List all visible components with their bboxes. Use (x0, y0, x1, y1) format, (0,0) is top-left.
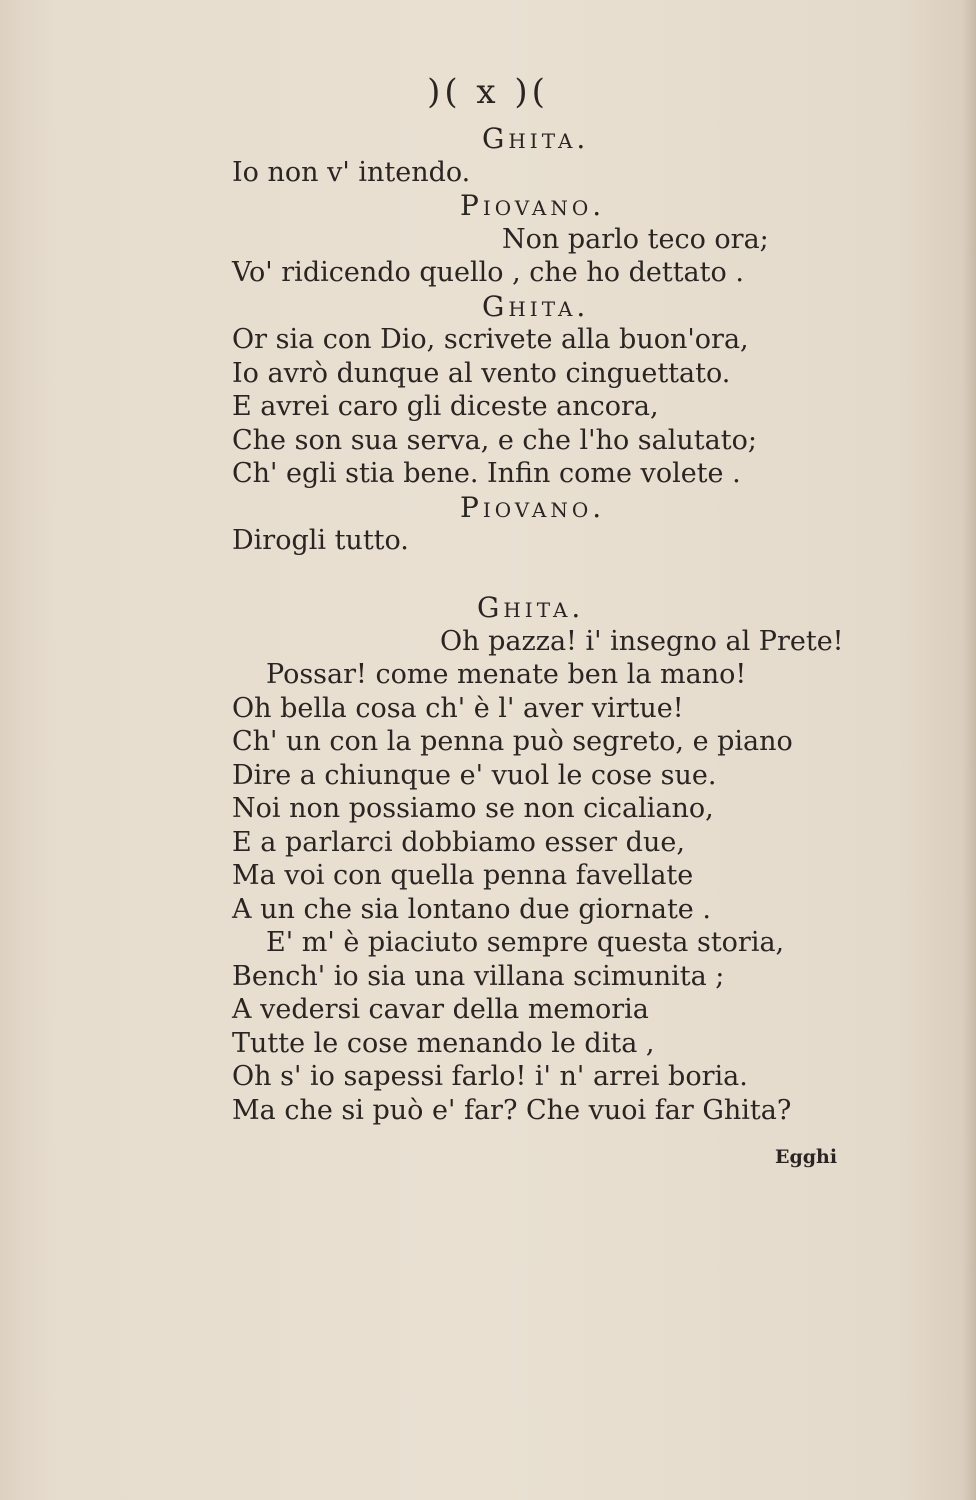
verse-line: Bench' io sia una villana scimunita ; (232, 960, 725, 992)
verse-line: Ma voi con quella penna favellate (232, 860, 694, 891)
verse-line: Oh s' io sapessi farlo! i' n' arrei boria. (232, 1061, 748, 1092)
speaker-name: Ghita. (482, 122, 590, 155)
verse-line: Ma che si può e' far? Che vuoi far Ghita? (232, 1094, 792, 1126)
verse-line: A un che sia lontano due giornate . (232, 893, 711, 925)
verse-line: Noi non possiamo se non cicaliano, (232, 793, 714, 824)
speaker-name: Piovano. (460, 490, 606, 524)
speaker-name: Piovano. (460, 189, 606, 222)
verse-line: Tutte le cose menando le dita , (232, 1027, 655, 1059)
verse-line: Dirogli tutto. (232, 525, 409, 556)
page-edge-shadow (962, 0, 976, 1500)
page-folio: )( x )( (427, 72, 549, 112)
verse-line: A vedersi cavar della memoria (232, 994, 649, 1025)
speaker-name: Ghita. (477, 591, 585, 624)
verse-line: Io non v' intendo. (232, 156, 471, 188)
verse-line: Or sia con Dio, scrivete alla buon'ora, (232, 324, 749, 355)
verse-line: Io avrò dunque al vento cinguettato. (232, 357, 731, 389)
catchword: Egghi (775, 1146, 838, 1168)
verse-line: Vo' ridicendo quello , che ho dettato . (232, 257, 744, 288)
verse-text (232, 122, 872, 1127)
verse-line: Ch' un con la penna può segreto, e piano (232, 726, 793, 757)
verse-line: E' m' è piaciuto sempre questa storia, (266, 927, 785, 958)
verse-line: E a parlarci dobbiamo esser due, (232, 826, 685, 858)
verse-line: Oh pazza! i' insegno al Prete! (440, 625, 844, 657)
verse-line: Ch' egli stia bene. Infin come volete . (232, 458, 741, 489)
verse-line: E avrei caro gli diceste ancora, (232, 391, 659, 422)
verse-line: Oh bella cosa ch' è l' aver virtue! (232, 692, 684, 724)
verse-line: Dire a chiunque e' vuol le cose sue. (232, 759, 717, 791)
verse-line: Che son sua serva, e che l'ho salutato; (232, 424, 757, 456)
verse-line (232, 558, 872, 592)
verse-line: Non parlo teco ora; (502, 223, 769, 255)
speaker-name: Ghita. (482, 289, 590, 323)
verse-line: Possar! come menate ben la mano! (266, 659, 747, 690)
